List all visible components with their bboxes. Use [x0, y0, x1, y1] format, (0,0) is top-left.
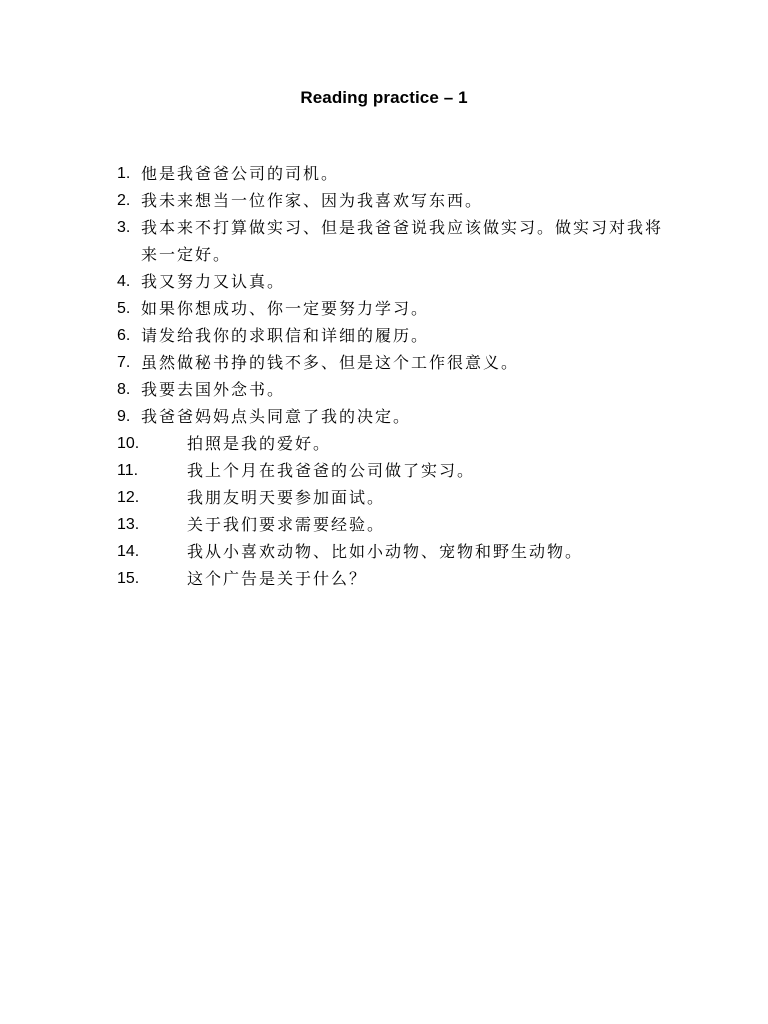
- item-number: 14.: [117, 543, 140, 560]
- item-text: 请发给我你的求职信和详细的履历。: [141, 326, 430, 345]
- item-number: 1.: [117, 165, 131, 182]
- list-item: [117, 457, 677, 484]
- item-text: 我要去国外念书。: [141, 380, 286, 399]
- item-text: 拍照是我的爱好。: [187, 434, 332, 453]
- item-number: 9.: [117, 408, 131, 425]
- list-item: [117, 430, 677, 457]
- list-item: [117, 403, 677, 430]
- item-text: 虽然做秘书挣的钱不多、但是这个工作很意义。: [141, 353, 520, 372]
- item-text: 这个广告是关于什么？: [187, 569, 368, 588]
- item-text: 我爸爸妈妈点头同意了我的决定。: [141, 407, 412, 426]
- list-item: [117, 295, 677, 322]
- item-number: 15.: [117, 570, 140, 587]
- item-text: 我未来想当一位作家、因为我喜欢写东西。: [141, 191, 484, 210]
- list-item: [117, 160, 677, 187]
- list-item: [117, 538, 677, 565]
- item-number: 5.: [117, 300, 131, 317]
- list-item: [117, 187, 677, 214]
- list-item: [117, 322, 677, 349]
- item-text: 我从小喜欢动物、比如小动物、宠物和野生动物。: [187, 542, 584, 561]
- list-item: [117, 484, 677, 511]
- item-number: 6.: [117, 327, 131, 344]
- list-item: [117, 268, 677, 295]
- list-item: [117, 565, 677, 592]
- item-number: 8.: [117, 381, 131, 398]
- list-item: [117, 376, 677, 403]
- sentence-list: [117, 160, 677, 592]
- item-number: 3.: [117, 219, 131, 236]
- list-item: [117, 214, 677, 268]
- page-title: Reading practice – 1: [300, 88, 468, 107]
- item-text: 如果你想成功、你一定要努力学习。: [141, 299, 430, 318]
- item-text: 我本来不打算做实习、但是我爸爸说我应该做实习。做实习对我将来一定好。: [141, 218, 664, 264]
- item-text: 他是我爸爸公司的司机。: [141, 164, 340, 183]
- list-item: [117, 511, 677, 538]
- item-number: 4.: [117, 273, 131, 290]
- item-text: 我上个月在我爸爸的公司做了实习。: [187, 461, 476, 480]
- item-number: 11.: [117, 462, 139, 479]
- item-text: 关于我们要求需要经验。: [187, 515, 386, 534]
- item-number: 13.: [117, 516, 140, 533]
- item-text: 我又努力又认真。: [141, 272, 286, 291]
- item-number: 10.: [117, 435, 140, 452]
- item-number: 2.: [117, 192, 131, 209]
- item-number: 12.: [117, 489, 140, 506]
- item-text: 我朋友明天要参加面试。: [187, 488, 386, 507]
- list-item: [117, 349, 677, 376]
- item-number: 7.: [117, 354, 131, 371]
